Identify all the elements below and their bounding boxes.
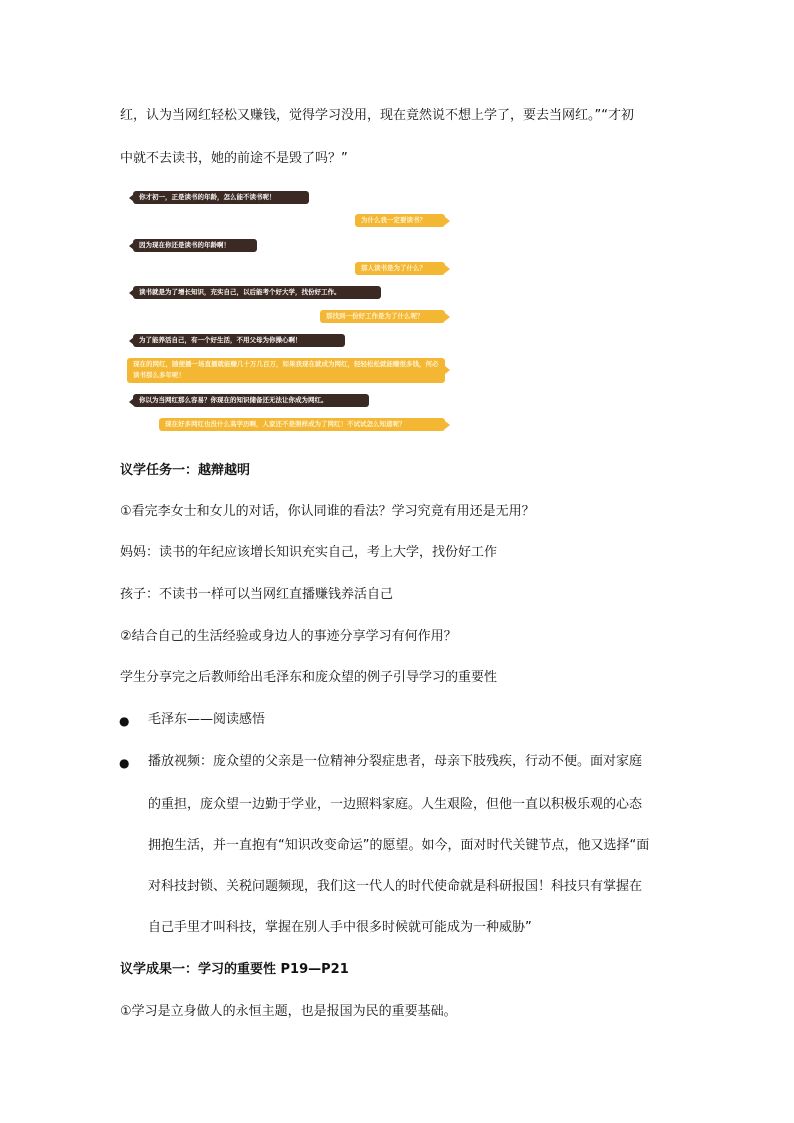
chat-bubble-mom: 为了能养活自己，有一个好生活，不用父母为你操心啊！ [133,334,345,347]
bullet-pang-line-3: 拥抱生活，并一直抱有“知识改变命运”的愿望。如今，面对时代关键节点，他又选择“面 [148,838,650,853]
bullet-pang-line-1: 播放视频：庞众望的父亲是一位精神分裂症患者，母亲下肢残疾，行动不便。面对家庭 [148,754,643,769]
chat-bubble-child: 为什么我一定要读书？ [355,214,445,227]
chat-bubble-mom: 你才初一，正是读书的年龄，怎么能不读书呢！ [133,191,309,204]
task1-question-2: ②结合自己的生活经验或身边人的事迹分享学习有何作用？ [120,629,457,644]
chat-dialogue-image [125,184,455,434]
intro-line-2: 中就不去读书，她的前途不是毁了吗？” [120,151,348,166]
bubble-tail-right [445,265,450,273]
task1-teacher-note: 学生分享完之后教师给出毛泽东和庞众望的例子引导学习的重要性 [120,670,498,685]
result1-point-1: ①学习是立身做人的永恒主题，也是报国为民的重要基础。 [120,1004,457,1019]
bubble-tail-right [445,217,450,225]
bubble-tail-right [445,313,450,321]
chat-bubble-child: 现在好多网红也没什么高学历啊，人家还不是照样成为了网红！不试试怎么知道呢？ [159,418,445,431]
task1-mom-view: 妈妈：读书的年纪应该增长知识充实自己，考上大学，找份好工作 [120,545,498,560]
bullet-pang-line-4: 对科技封锁、关税问题频现，我们这一代人的时代使命就是科研报国！科技只有掌握在 [148,879,643,894]
task1-child-view: 孩子：不读书一样可以当网红直播赚钱养活自己 [120,587,394,602]
bullet-marker: ● [119,714,130,728]
bubble-tail-right [445,421,450,429]
bubble-tail-right [445,366,450,374]
chat-bubble-mom: 你以为当网红那么容易？你现在的知识储备还无法让你成为网红。 [133,394,369,407]
chat-bubble-child: 那人读书是为了什么？ [355,262,445,275]
task1-heading: 议学任务一：越辩越明 [120,463,251,478]
chat-bubble-mom: 读书就是为了增长知识，充实自己，以后能考个好大学，找份好工作。 [133,286,381,299]
intro-line-1: 红，认为当网红轻松又赚钱，觉得学习没用，现在竟然说不想上学了，要去当网红。”“才初 [120,108,634,123]
bullet-marker: ● [119,756,130,770]
result1-heading: 议学成果一：学习的重要性 P19—P21 [120,962,349,977]
bullet-mao: 毛泽东——阅读感悟 [148,712,266,727]
task1-question-1: ①看完李女士和女儿的对话，你认同谁的看法？学习究竟有用还是无用？ [120,504,535,519]
chat-bubble-mom: 因为现在你还是读书的年龄啊！ [133,239,257,252]
chat-bubble-child: 现在的网红，随便播一场直播就能赚几十万几百万，如果我现在就成为网红，轻轻松松就能赚很多钱，何必读书那么多年呢！ [127,358,445,383]
bullet-pang-line-2: 的重担，庞众望一边勤于学业，一边照料家庭。人生艰险，但他一直以积极乐观的心态 [148,797,643,812]
chat-bubble-child: 那找到一份好工作是为了什么呢？ [320,310,445,323]
bullet-pang-line-5: 自己手里才叫科技，掌握在别人手中很多时候就可能成为一种威胁” [148,920,532,935]
